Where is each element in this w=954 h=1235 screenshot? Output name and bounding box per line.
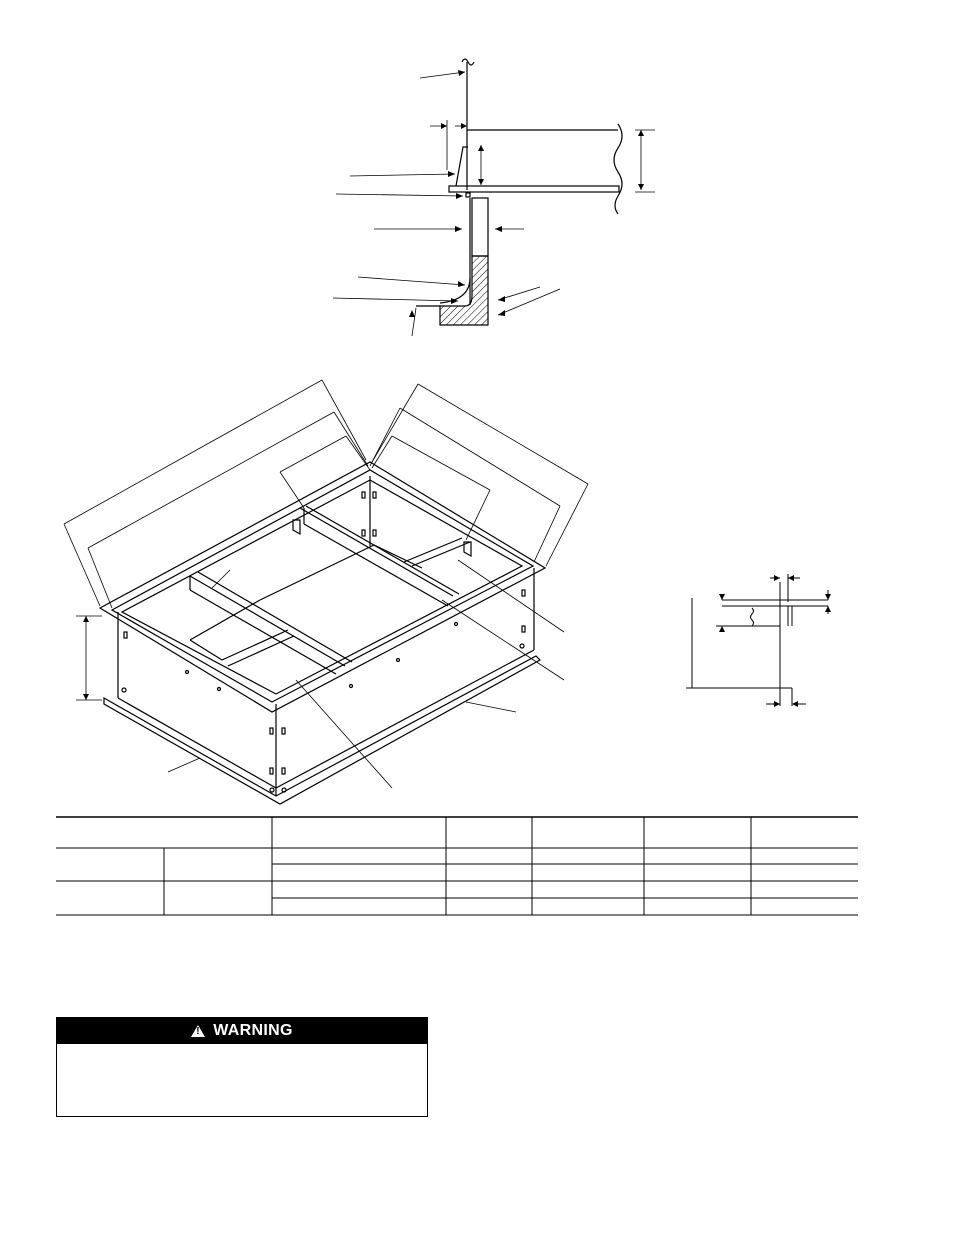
warning-title: WARNING: [213, 1022, 293, 1039]
warning-triangle-icon: [191, 1025, 205, 1037]
warning-header: [57, 1018, 427, 1044]
warning-box: [56, 1017, 428, 1117]
